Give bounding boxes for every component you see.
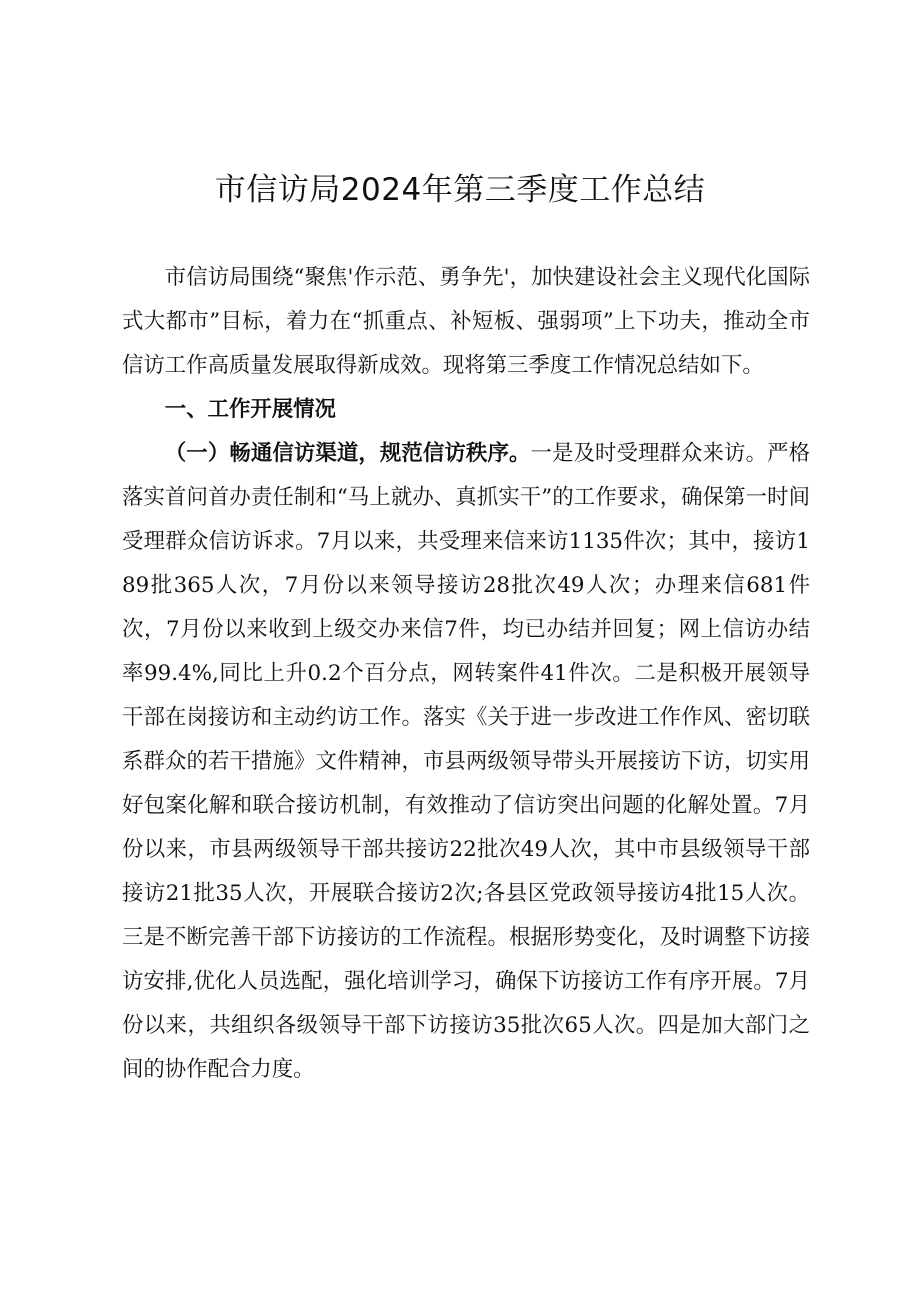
subsection-paragraph [122, 432, 810, 1092]
intro-paragraph: 市信访局围绕“聚焦'作示范、勇争先'，加快建设社会主义现代化国际式大都市”目标，着力在“抓重点、补短板、强弱项”上下功夫，推动全市信访工作高质量发展取得新成效。现将第三季度工作情况总结如下。 [122, 265, 810, 378]
section-heading: 一、工作开展情况 [164, 397, 336, 422]
document-body [122, 256, 810, 1092]
subsection-text: 一是及时受理群众来访。严格落实首问首办责任制和“马上就办、真抓实干”的工作要求，确保第一时间受理群众信访诉求。7月以来，共受理来信来访1135件次；其中，接访189批365人次，7月份以来领导接访28批次49人次；办理来信681件次，7月份以来收到上级交办来信7件，均已办结并回复；网上信访办结率99.4%,同比上升0.2个百分点，网转案件41件次。二是积极开展领导干部在岗接访和主动约访工作。落实《关于进一步改进工作作风、密切联系群众的若干措施》文件精神，市县两级领导带头开展接访下访，切实用好包案化解和联合接访机制，有效推动了信访突出问题的化解处置。7月份以来，市县两级领导干部共接访22批次49人次，其中市县级领导干部接访21批35人次，开展联合接访2次;各县区党政领导接访4批15人次。三是不断完善干部下访接访的工作流程。根据形势变化，及时调整下访接访安排,优化人员选配，强化培训学习，确保下访接访工作有序开展。7月份以来，共组织各级领导干部下访接访35批次65人次。四是加大部门之间的协作配合力度。 [122, 441, 810, 1082]
document-title: 市信访局2024年第三季度工作总结 [214, 172, 706, 208]
subsection-lead: （一）畅通信访渠道，规范信访秩序。 [164, 441, 531, 466]
